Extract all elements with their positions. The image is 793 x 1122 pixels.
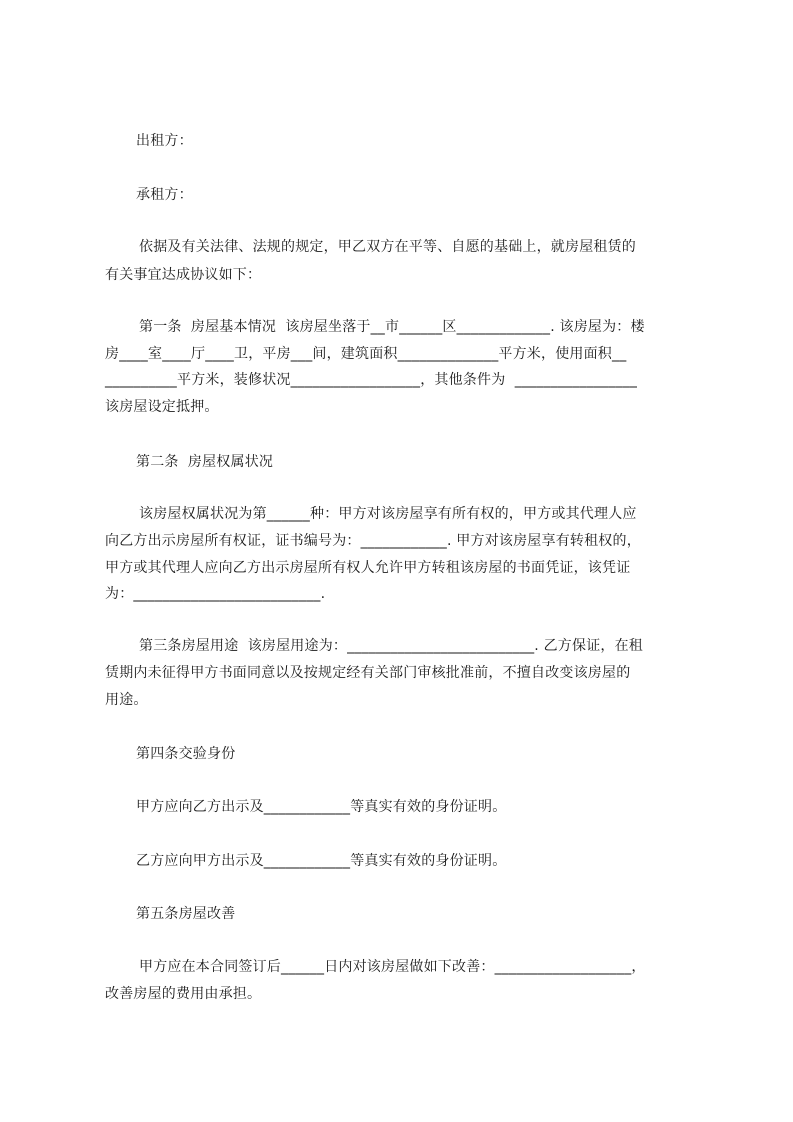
article-3-line-3: 用途。 (105, 692, 148, 708)
article-5-line-2: 改善房屋的费用由承担。 (105, 986, 262, 1002)
intro-paragraph-line-2: 有关事宜达成协议如下： (105, 267, 262, 283)
article-1-line-4: 该房屋设定抵押。 (105, 399, 219, 415)
article-4-line-1: 甲方应向乙方出示及____________等真实有效的身份证明。 (136, 799, 507, 815)
article-2-line-3: 甲方或其代理人应向乙方出示房屋所有权人允许甲方转租该房屋的书面凭证，该凭证 (105, 560, 631, 576)
article-2-heading: 第二条 房屋权属状况 (136, 454, 274, 470)
article-4-line-2: 乙方应向甲方出示及____________等真实有效的身份证明。 (136, 853, 507, 869)
article-1-line-1: 第一条 房屋基本情况 该房屋坐落于__市______区_____________. 该房屋为：楼 (139, 319, 645, 335)
lessor-label: 出租方： (136, 133, 193, 149)
article-3-line-2: 赁期内未征得甲方书面同意以及按规定经有关部门审核批准前，不擅自改变该房屋的 (105, 665, 631, 681)
article-3-line-1: 第三条房屋用途 该房屋用途为：__________________________. 乙方保证，在租 (139, 638, 643, 654)
article-2-line-2: 向乙方出示房屋所有权证，证书编号为：____________. 甲方对该房屋享有转租权的， (105, 533, 641, 549)
article-5-line-1: 甲方应在本合同签订后______日内对该房屋做如下改善：___________________， (139, 959, 646, 975)
article-1-line-2: 房____室____厅____卫，平房___间，建筑面积______________平方米，使用面积__ (105, 346, 627, 362)
article-5-heading: 第五条房屋改善 (136, 906, 236, 922)
article-2-line-4: 为：__________________________. (105, 586, 326, 602)
article-2-line-1: 该房屋权属状况为第______种：甲方对该房屋享有所有权的，甲方或其代理人应 (139, 506, 637, 522)
lessee-label: 承租方： (136, 187, 193, 203)
article-1-line-3: __________平方米，装修状况__________________，其他条件为 _________________ (105, 372, 638, 388)
intro-paragraph-line-1: 依据及有关法律、法规的规定，甲乙双方在平等、自愿的基础上，就房屋租赁的 (139, 239, 636, 255)
article-4-heading: 第四条交验身份 (136, 746, 236, 762)
